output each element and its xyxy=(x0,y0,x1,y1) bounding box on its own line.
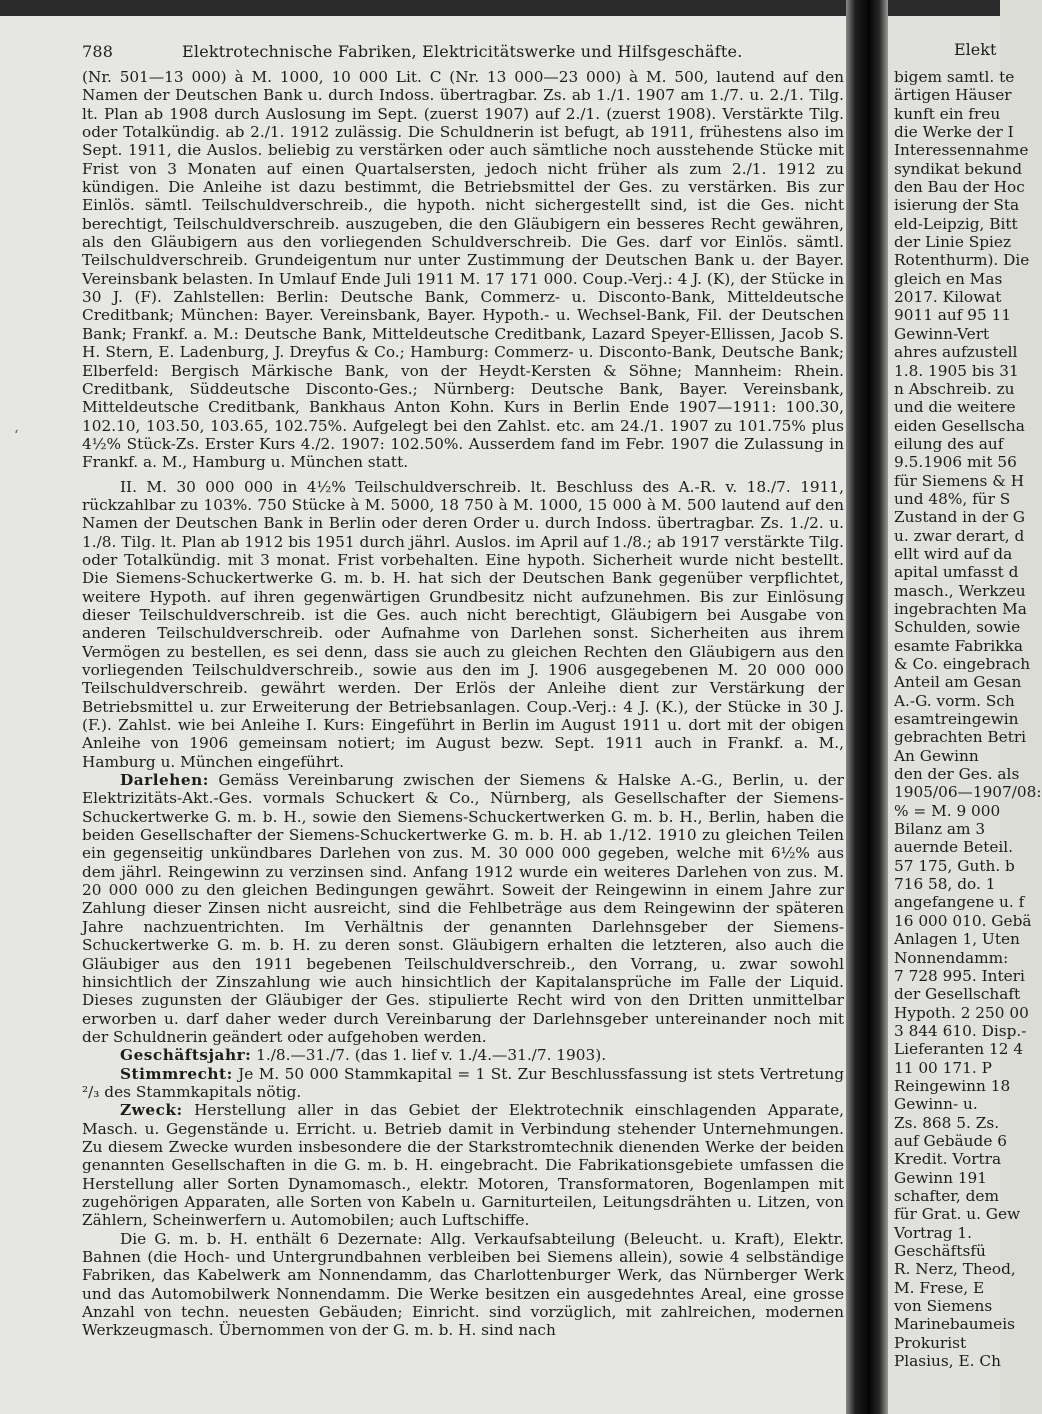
right-page-text xyxy=(894,68,1042,1371)
section-label-geschaeftsjahr: Geschäftsjahr: xyxy=(120,1046,252,1065)
right-page-line: Anteil am Gesan xyxy=(894,673,1022,692)
page-header xyxy=(82,42,743,61)
right-page-line: Kredit. Vortra xyxy=(894,1150,1002,1169)
right-page-line: 57 175, Guth. b xyxy=(894,856,1015,875)
right-page-line: R. Nerz, Theod, xyxy=(894,1260,1016,1279)
section-label-stimmrecht: Stimmrecht: xyxy=(120,1064,233,1083)
right-page-line: kunft ein freu xyxy=(894,104,1001,123)
right-page-line: Reingewinn 18 xyxy=(894,1076,1011,1095)
right-page-line: für Grat. u. Gew xyxy=(894,1205,1021,1224)
paragraph-text: (Nr. 501—13 000) à M. 1000, 10 000 Lit. C (Nr. 13 000—23 000) à M. 500, lautend auf den Namen der Deutschen Bank u. durch Indoss. übertragbar. Zs. ab 1./1. 1907 am 1./7. u. 2./1. Tilg. lt. Plan ab 1908 durch Auslosung im Sept. (zuerst 1907) auf 2./1. (zuerst 1908). Verstärkte Tilg. oder Totalkündig. ab 2./1. 1912 zulässig. Die Schuldnerin ist befugt, ab 1911, frühestens also im Sept. 1911, die Auslos. beliebig zu verstärken oder auch sämtliche noch ausstehende Stücke mit Frist von 3 Monaten auf einen Quartalsersten, jedoch nicht früher als zum 2./1. 1912 zu kündigen. Die Anleihe ist dazu bestimmt, die Betriebsmittel der Ges. zu verstärken. Bis zur Einlös. sämtl. Teilschuldverschreib., die hypoth. nicht sichergestellt sind, ist die Ges. nicht berechtigt, Teilschuldverschreib. auszugeben, die den Gläubigern ein besseres Recht gewähren, als den Gläubigern aus den vorliegenden Schuldverschreib. Die Ges. darf vor Einlös. sämtl. Teilschuldverschreib. Grundeigentum nur unter Zustimmung der Deutschen Bank u. der Bayer. Vereinsbank belasten. In Umlauf Ende Juli 1911 M. 17 171 000. Coup.-Verj.: 4 J. (K), der Stücke in 30 J. (F). Zahlstellen: Berlin: Deutsche Bank, Commerz- u. Disconto-Bank, Mitteldeutsche Creditbank; München: Bayer. Vereinsbank, Bayer. Hypoth.- u. Wechsel-Bank, Fil. der Deutschen Bank; Frankf. a. M.: Deutsche Bank, Mitteldeutsche Creditbank, Lazard Speyer-Ellissen, Jacob S. H. Stern, E. Ladenburg, J. Dreyfus & Co.; Hamburg: Commerz- u. Disconto-Bank, Deutsche Bank; Elberfeld: Bergisch Märkische Bank, von der Heydt-Kersten & Söhne; Mannheim: Rhein. Creditbank, Süddeutsche Disconto-Ges.; Nürnberg: Deutsche Bank, Bayer. Vereinsbank, Mitteldeutsche Creditbank, Bankhaus Anton Kohn. Kurs in Berlin Ende 1907—1911: 100.30, 102.10, 103.50, 103.65, 102.75%. Aufgelegt bei den Zahlst. etc. am 24./1. 1907 zu 101.75% plus 4½% Stück-Zs. Erster Kurs 4./2. 1907: 102.50%. Ausserdem fand im Febr. 1907 die Zulassung in Frankf. a. M., Hamburg u. München statt. xyxy=(82,68,844,472)
right-page-line: den der Ges. als xyxy=(894,765,1020,784)
right-page-line: ahres aufzustell xyxy=(894,343,1018,362)
right-page-line: ingebrachten Ma xyxy=(894,599,1027,618)
right-page-line: gleich en Mas xyxy=(894,269,1003,288)
right-page-line: Anlagen 1, Uten xyxy=(894,930,1020,949)
right-page-line: den Bau der Hoc xyxy=(894,178,1025,197)
right-page-line: gebrachten Betri xyxy=(894,728,1027,747)
right-page-line: Hypoth. 2 250 00 xyxy=(894,1003,1029,1022)
right-page-line: % = M. 9 000 xyxy=(894,801,1001,820)
right-page-line: der Gesellschaft xyxy=(894,985,1021,1004)
right-page-line: & Co. eingebrach xyxy=(894,655,1031,673)
paragraph-darlehen xyxy=(82,771,844,1046)
right-page-line: Interessennahme xyxy=(894,141,1029,160)
right-page-line: Nonnendamm: xyxy=(894,948,1009,967)
right-page-line: u. zwar derart, d xyxy=(894,526,1025,545)
right-page-line: isierung der Sta xyxy=(894,196,1020,215)
margin-mark: ‘ xyxy=(14,428,19,444)
right-page-line: und 48%, für S xyxy=(894,489,1011,508)
right-page-line: die Werke der I xyxy=(894,123,1014,142)
right-page-line: Prokurist xyxy=(894,1333,967,1352)
right-page-line: 7 728 995. Interi xyxy=(894,966,1025,985)
right-page-line: schafter, dem xyxy=(894,1186,999,1205)
right-page-line: auf Gebäude 6 xyxy=(894,1131,1007,1150)
right-page-line: M. Frese, E xyxy=(894,1278,985,1297)
right-page-line: 16 000 010. Gebä xyxy=(894,911,1032,930)
right-page xyxy=(888,16,1042,1414)
right-page-line: Bilanz am 3 xyxy=(894,820,986,839)
paragraph-text: 1./8.—31./7. (das 1. lief v. 1./4.—31./7. 1903). xyxy=(256,1046,607,1065)
right-page-line: ellt wird auf da xyxy=(894,544,1013,563)
right-page-line: 9.5.1906 mit 56 xyxy=(894,453,1017,472)
paragraph-geschaeftsjahr xyxy=(82,1046,844,1064)
right-page-line: eld-Leipzig, Bitt xyxy=(894,214,1018,233)
right-page-line: der Linie Spiez xyxy=(894,233,1012,252)
right-page-line: und die weitere xyxy=(894,398,1016,417)
paragraph-zweck xyxy=(82,1101,844,1229)
right-page-line: A.-G. vorm. Sch xyxy=(894,691,1015,710)
paragraph-text: Die G. m. b. H. enthält 6 Dezernate: Allg. Verkaufsabteilung (Beleucht. u. Kraft), Elektr. Bahnen (die Hoch- und Untergrundbahnen verbleiben bei Siemens allein), sowie 4 selbständige Fabriken, das Kabelwerk am Nonnendamm, das Charlottenburger Werk, das Nürnberger Werk und das Automobilwerk Nonnendamm. Die Werke besitzen ein ausgedehntes Areal, eine grosse Anzahl von techn. neuesten Gebäuden; Einricht. sind vorzüglich, mit zahlreichen, modernen Werkzeugmasch. Übernommen von der G. m. b. H. sind nach xyxy=(82,1229,844,1340)
right-page-line: Zs. 868 5. Zs. xyxy=(894,1113,1000,1132)
right-page-line: Schulden, sowie xyxy=(894,618,1021,637)
right-page-line: auernde Beteil. xyxy=(894,838,1014,857)
right-page-line: eilung des auf xyxy=(894,434,1004,453)
right-page-line: Gewinn- u. xyxy=(894,1095,978,1114)
right-page-line: 3 844 610. Disp.- xyxy=(894,1021,1027,1040)
right-page-line: syndikat bekund xyxy=(894,159,1023,178)
right-page-line: bigem samtl. te xyxy=(894,68,1015,86)
right-page-line: 9011 auf 95 11 xyxy=(894,306,1012,325)
right-page-line: n Abschreib. zu xyxy=(894,379,1015,398)
right-page-line: esamtreingewin xyxy=(894,710,1019,729)
page-number: 788 xyxy=(82,42,114,61)
right-page-line: von Siemens xyxy=(894,1297,993,1316)
book-gutter xyxy=(846,0,888,1414)
right-page-line: 1905/06—1907/08: xyxy=(894,783,1042,802)
page-body xyxy=(82,68,844,1404)
paragraph-bond-issue-2 xyxy=(82,478,844,772)
right-page-line: Geschäftsfü xyxy=(894,1242,986,1260)
right-page-line: An Gewinn xyxy=(894,746,979,765)
right-page-line: Vortrag 1. xyxy=(894,1223,972,1242)
right-page-line: für Siemens & H xyxy=(894,471,1025,490)
paragraph-text: Gemäss Vereinbarung zwischen der Siemens & Halske A.-G., Berlin, u. der Elektrizitäts-Akt.-Ges. vormals Schuckert & Co., Nürnberg, als Gesellschafter der Siemens-Schuckertwerke G. m. b. H., sowie den Siemens-Schuckertwerken G. m. b. H., Berlin, haben die beiden Gesellschafter der Siemens-Schuckertwerke G. m. b. H. ab 1./12. 1910 zu gleichen Teilen ein gegenseitig unkündbares Darlehen von zus. M. 30 000 000 gegeben, welche mit 6½% aus dem jährl. Reingewinn zu verzinsen sind. Anfang 1912 wurde ein weiteres Darlehen von zus. M. 20 000 000 zu den gleichen Bedingungen gewährt. Soweit der Reingewinn in einem Jahre zur Zahlung dieser Zinsen nicht ausreicht, sind die Fehlbeträge aus dem Reingewinn der späteren Jahre nachzuentrichten. Im Verhältnis der genannten Darlehnsgeber der Siemens-Schuckertwerke G. m. b. H. zu deren sonst. Gläubigern erhalten die letzteren, also auch die Gläubiger aus den 1911 begebenen Teilschuldverschreib., den Vorrang, u. zwar sowohl hinsichtlich der Zinszahlung wie auch hinsichtlich der Kapitalansprüche im Falle der Liquid. Dieses zugunsten der Gläubiger der Ges. stipulierte Recht wird von den Dritten unmittelbar erworben u. darf daher weder durch Vereinbarung der Darlehnsgeber untereinander noch mit der Schuldnerin geändert oder aufgehoben werden. xyxy=(82,771,844,1046)
right-page-line: 716 58, do. 1 xyxy=(894,875,996,894)
paragraph-dezernate xyxy=(82,1230,844,1340)
right-page-line: Rotenthurm). Die xyxy=(894,251,1030,270)
right-page-line: Zustand in der G xyxy=(894,508,1025,527)
section-label-zweck: Zweck: xyxy=(120,1101,183,1120)
paragraph-stimmrecht xyxy=(82,1065,844,1102)
paragraph-text: II. M. 30 000 000 in 4½% Teilschuldverschreib. lt. Beschluss des A.-R. v. 18./7. 1911, rückzahlbar zu 103%. 750 Stücke à M. 5000, 18 750 à M. 1000, 15 000 à M. 500 lautend auf den Namen der Deutschen Bank in Berlin oder deren Order u. durch Indoss. übertragbar. Zs. 1./2. u. 1./8. Tilg. lt. Plan ab 1912 bis 1951 durch jährl. Auslos. im April auf 1./8.; ab 1917 verstärkte Tilg. oder Totalkündig. mit 3 monat. Frist vorbehalten. Eine hypoth. Sicherheit wurde nicht bestellt. Die Siemens-Schuckertwerke G. m. b. H. hat sich der Deutschen Bank gegenüber verpflichtet, weitere Hypoth. auf ihren gegenwärtigen Grundbesitz nicht aufzunehmen. Bis zur Einlösung dieser Teilschuldverschreib. ist die Ges. auch nicht berechtigt, Gläubigern bei Ausgabe von anderen Teilschuldverschreib. oder Aufnahme von Darlehen sonst. Sicherheiten aus ihrem Vermögen zu bestellen, es sei denn, dass sie auch zu gleichen Rechten den Gläubigern aus den vorliegenden Teilschuldverschreib., sowie aus den im J. 1906 ausgegebenen M. 20 000 000 Teilschuldverschreib. gewährt werden. Der Erlös der Anleihe dient zur Verstärkung der Betriebsmittel u. zur Erweiterung der Betriebsanlagen. Coup.-Verj.: 4 J. (K.), der Stücke in 30 J. (F.). Zahlst. wie bei Anleihe I. Kurs: Eingeführt in Berlin im August 1911 u. dort mit der obigen Anleihe von 1906 gemeinsam notiert; im August bezw. Sept. 1911 auch in Frankf. a. M., Hamburg u. München eingeführt. xyxy=(82,477,844,771)
right-page-header: Elekt xyxy=(954,40,997,59)
paragraph-text: Je M. 50 000 Stammkapital = 1 St. Zur Beschlussfassung ist stets Vertretung ²/₃ des Stammkapitals nötig. xyxy=(82,1064,844,1101)
right-page-line: Gewinn 191 xyxy=(894,1168,988,1187)
section-label-darlehen: Darlehen: xyxy=(120,771,209,790)
right-page-line: angefangene u. f xyxy=(894,893,1025,912)
right-page-line: masch., Werkzeu xyxy=(894,581,1026,600)
right-page-line: esamte Fabrikka xyxy=(894,636,1023,655)
right-page-line: apital umfasst d xyxy=(894,563,1019,582)
right-page-line: Marinebaumeis xyxy=(894,1315,1015,1334)
right-page-line: ärtigen Häuser xyxy=(894,86,1012,105)
right-page-line: Plasius, E. Ch xyxy=(894,1352,1001,1371)
right-page-line: Lieferanten 12 4 xyxy=(894,1040,1024,1059)
paragraph-bond-issue-1 xyxy=(82,68,844,472)
right-page-line: 11 00 171. P xyxy=(894,1058,992,1077)
right-page-line: 1.8. 1905 bis 31 xyxy=(894,361,1019,380)
right-page-line: Gewinn-Vert xyxy=(894,324,990,343)
running-title: Elektrotechnische Fabriken, Elektricitätswerke und Hilfsgeschäfte. xyxy=(182,42,743,61)
right-page-line: eiden Gesellscha xyxy=(894,416,1025,435)
paragraph-text: Herstellung aller in das Gebiet der Elektrotechnik einschlagenden Apparate, Masch. u. Gegenstände u. Erricht. u. Betrieb damit in Verbindung stehender Unternehmungen. Zu diesem Zwecke wurden insbesondere die der Starkstromtechnik dienenden Werke der beiden genannten Gesellschaften in die G. m. b. H. eingebracht. Die Fabrikationsgebiete umfassen die Herstellung aller Sorten Dynamomasch., elektr. Motoren, Transformatoren, Bogenlampen mit zugehörigen Apparaten, alle Sorten von Kabeln u. Garniturteilen, Leitungsdrähten u. Litzen, von Zählern, Scheinwerfern u. Automobilen; auch Luftschiffe. xyxy=(82,1101,844,1230)
right-page-line: 2017. Kilowat xyxy=(894,288,1002,307)
